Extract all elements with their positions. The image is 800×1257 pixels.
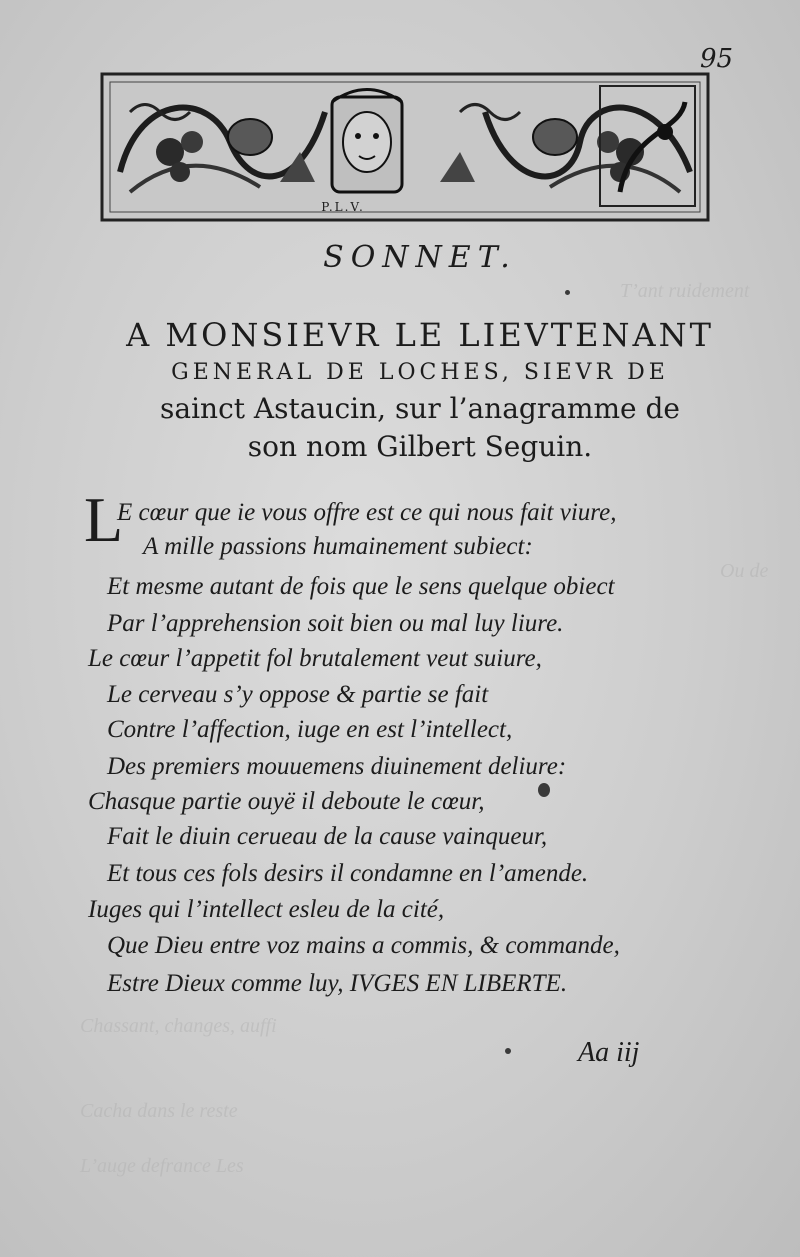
ink-spot bbox=[505, 1048, 511, 1054]
verse-line-5: Le cœur l’appetit fol brutalement veut suiure, bbox=[88, 645, 542, 672]
page-number: 95 bbox=[700, 44, 734, 74]
verse-line-7: Contre l’affection, iuge en est l’intellect, bbox=[107, 716, 513, 743]
verse-line-8: Des premiers mouuemens diuinement deliure: bbox=[107, 753, 567, 780]
bleed-through-text: Ou de bbox=[720, 560, 769, 582]
bleed-through-text: T’ant ruidement bbox=[620, 280, 750, 302]
drop-cap: L bbox=[84, 484, 124, 555]
verse-line-12: Iuges qui l’intellect esleu de la cité, bbox=[88, 896, 445, 923]
verse-line-4: Par l’apprehension soit bien ou mal luy liure. bbox=[107, 610, 564, 637]
verse-line-6: Le cerveau s’y oppose & partie se fait bbox=[107, 681, 489, 708]
dedication-line-2: GENERAL DE LOCHES, SIEVR DE bbox=[171, 360, 669, 385]
verse-line-3: Et mesme autant de fois que le sens quelque obiect bbox=[107, 573, 615, 600]
verse-line-1: E cœur que ie vous offre est ce qui nous fait viure, bbox=[117, 499, 617, 526]
verse-line-9: Chasque partie ouyë il deboute le cœur, bbox=[88, 788, 485, 815]
verse-line-13: Que Dieu entre voz mains a commis, & commande, bbox=[107, 932, 620, 959]
dedication-line-1: A MONSIEVR LE LIEVTENANT bbox=[126, 316, 714, 354]
verse-line-11: Et tous ces fols desirs il condamne en l’amende. bbox=[107, 860, 589, 887]
verse-line-2: A mille passions humainement subiect: bbox=[143, 533, 533, 560]
dedication-line-3: sainct Astaucin, sur l’anagramme de bbox=[160, 392, 680, 425]
headpiece-ornament bbox=[100, 72, 710, 222]
verse-line-10: Fait le diuin cerueau de la cause vainqueur, bbox=[107, 823, 548, 850]
bleed-through-text: L’auge defrance Les bbox=[80, 1155, 244, 1177]
verse-line-14: Estre Dieux comme luy, IVGES EN LIBERTE. bbox=[107, 970, 568, 997]
bleed-through-text: Cacha dans le reste bbox=[80, 1100, 238, 1122]
ornament-mark: P.L.V. bbox=[321, 200, 365, 214]
sonnet-title: SONNET. bbox=[323, 240, 517, 275]
dedication-line-4: son nom Gilbert Seguin. bbox=[247, 430, 593, 463]
bleed-through-text: Chassant, changes, auffi bbox=[80, 1015, 277, 1037]
signature-mark: Aa iij bbox=[578, 1037, 640, 1068]
ink-spot bbox=[538, 783, 550, 797]
ink-spot bbox=[565, 290, 570, 295]
